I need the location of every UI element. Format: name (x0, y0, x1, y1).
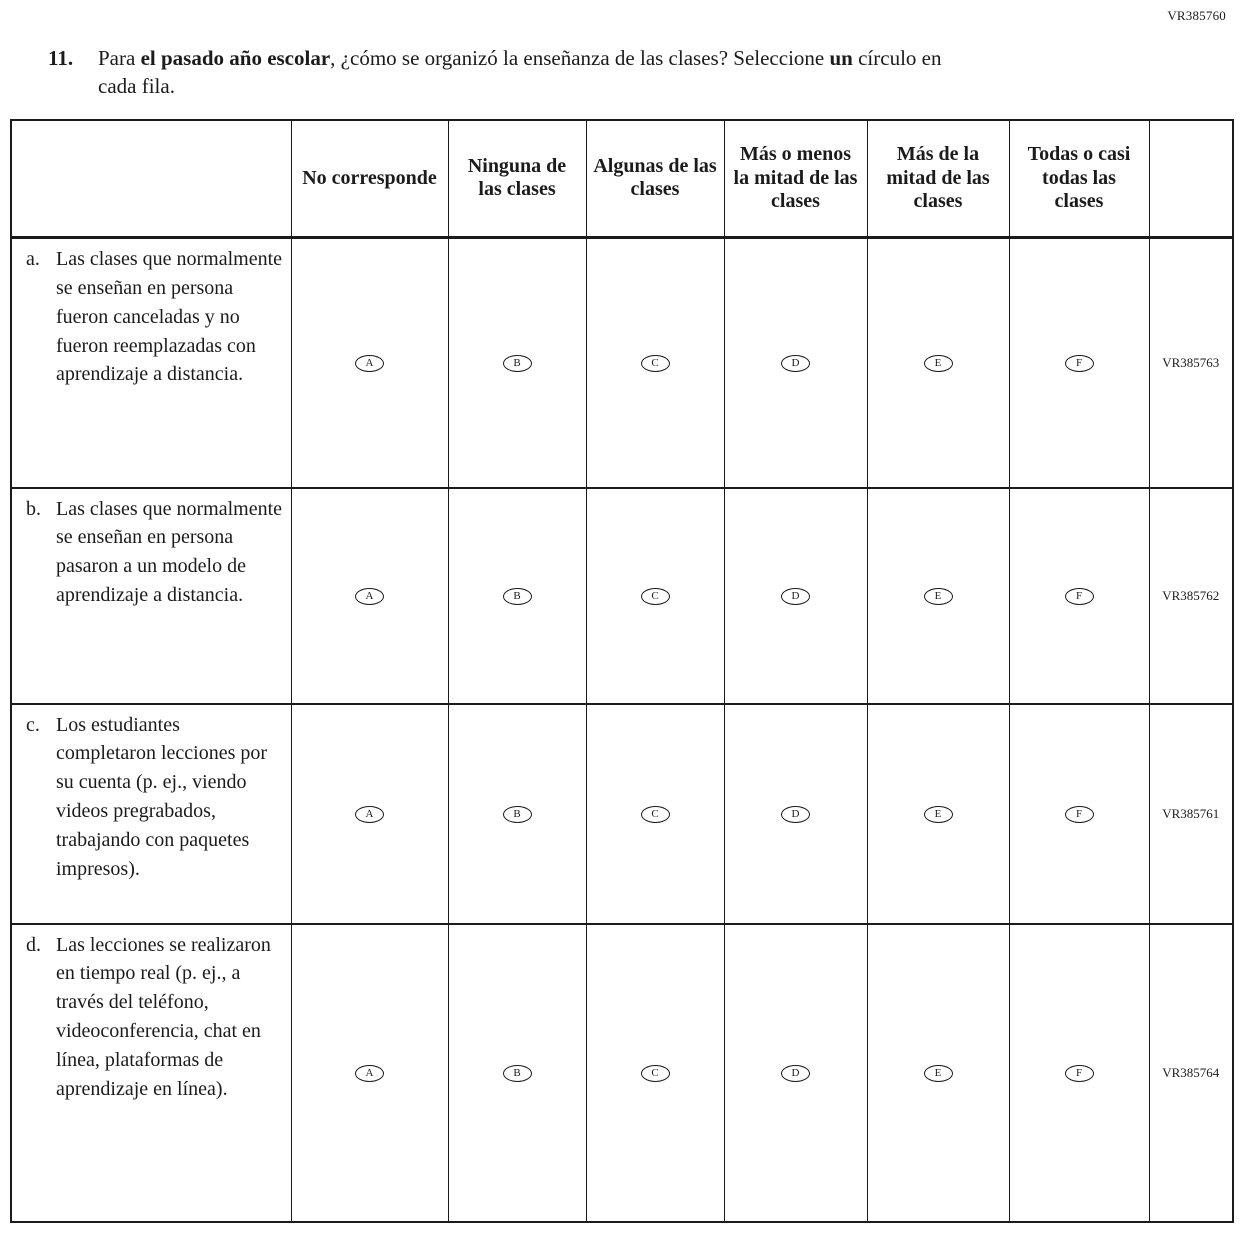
option-bubble[interactable]: B (503, 1065, 532, 1082)
option-bubble[interactable]: D (781, 355, 810, 372)
column-header: Más o menos la mitad de las clases (724, 120, 867, 238)
column-header: Todas o casi todas las clases (1009, 120, 1149, 238)
header-code-cell (1149, 120, 1233, 238)
row-label-cell (11, 924, 291, 1222)
row-text: Las clases que normalmente se enseñan en persona pasaron a un modelo de aprendizaje a distancia. (56, 497, 283, 607)
option-bubble[interactable]: A (355, 806, 384, 823)
option-cell (724, 924, 867, 1222)
row-label-cell (11, 704, 291, 924)
option-cell (586, 924, 724, 1222)
option-bubble[interactable]: D (781, 806, 810, 823)
row-text: Las clases que normalmente se enseñan en persona fueron canceladas y no fueron reemplazadas con aprendizaje a distancia. (56, 248, 283, 386)
option-bubble[interactable]: A (355, 1065, 384, 1082)
row-code: VR385761 (1149, 704, 1233, 924)
option-bubble[interactable]: F (1065, 355, 1094, 372)
column-header: Algunas de las clases (586, 120, 724, 238)
row-letter: b. (26, 497, 41, 520)
option-bubble[interactable]: D (781, 588, 810, 605)
option-cell (448, 238, 586, 488)
option-cell (867, 488, 1009, 704)
question-text-bold: el pasado año escolar (140, 46, 331, 70)
question-text-segment: círculo en cada fila. (98, 46, 942, 99)
row-code: VR385762 (1149, 488, 1233, 704)
option-bubble[interactable]: B (503, 355, 532, 372)
option-cell (291, 924, 448, 1222)
option-cell (867, 924, 1009, 1222)
question-text-bold: un (829, 46, 853, 70)
option-cell (586, 488, 724, 704)
table-row (11, 488, 1233, 704)
option-cell (867, 704, 1009, 924)
option-bubble[interactable]: E (924, 588, 953, 605)
option-bubble[interactable]: B (503, 588, 532, 605)
row-text: Las lecciones se realizaron en tiempo real (p. ej., a través del teléfono, videoconferencia, chat en línea, plataformas de aprendizaje en línea). (56, 933, 271, 1100)
option-bubble[interactable]: F (1065, 806, 1094, 823)
row-label-cell (11, 488, 291, 704)
question-text-segment: , ¿cómo se organizó la enseñanza de las clases? Seleccione (330, 46, 830, 70)
option-cell (867, 238, 1009, 488)
option-cell (724, 704, 867, 924)
question-number: 11. (48, 46, 74, 70)
option-cell (586, 238, 724, 488)
question-11 (48, 44, 1202, 101)
option-bubble[interactable]: B (503, 806, 532, 823)
header-empty-cell (11, 120, 291, 238)
option-bubble[interactable]: A (355, 355, 384, 372)
option-bubble[interactable]: E (924, 806, 953, 823)
table-row (11, 704, 1233, 924)
row-letter: d. (26, 933, 41, 956)
table-row (11, 238, 1233, 488)
option-bubble[interactable]: F (1065, 588, 1094, 605)
row-letter: c. (26, 713, 40, 736)
option-cell (448, 704, 586, 924)
option-bubble[interactable]: C (641, 355, 670, 372)
option-cell (291, 488, 448, 704)
option-cell (724, 488, 867, 704)
column-header: Más de la mitad de las clases (867, 120, 1009, 238)
question-text-segment: Para (98, 46, 141, 70)
page-code: VR385760 (1167, 8, 1226, 23)
option-cell (448, 924, 586, 1222)
option-bubble[interactable]: A (355, 588, 384, 605)
option-bubble[interactable]: C (641, 1065, 670, 1082)
option-bubble[interactable]: E (924, 355, 953, 372)
row-label-cell (11, 238, 291, 488)
option-bubble[interactable]: C (641, 806, 670, 823)
option-bubble[interactable]: F (1065, 1065, 1094, 1082)
option-cell (724, 238, 867, 488)
option-cell (1009, 488, 1149, 704)
option-bubble[interactable]: C (641, 588, 670, 605)
row-text: Los estudiantes completaron lecciones por su cuenta (p. ej., viendo videos pregrabados, trabajando con paquetes impresos). (56, 713, 268, 880)
option-cell (1009, 704, 1149, 924)
response-grid (10, 119, 1234, 1223)
option-bubble[interactable]: E (924, 1065, 953, 1082)
row-code: VR385763 (1149, 238, 1233, 488)
option-cell (291, 704, 448, 924)
question-text (98, 44, 978, 101)
option-cell (448, 488, 586, 704)
column-header: No corresponde (291, 120, 448, 238)
option-cell (1009, 924, 1149, 1222)
option-cell (1009, 238, 1149, 488)
option-cell (586, 704, 724, 924)
table-row (11, 924, 1233, 1222)
option-bubble[interactable]: D (781, 1065, 810, 1082)
column-header: Ninguna de las clases (448, 120, 586, 238)
header-row (11, 120, 1233, 238)
option-cell (291, 238, 448, 488)
row-code: VR385764 (1149, 924, 1233, 1222)
row-letter: a. (26, 248, 40, 271)
